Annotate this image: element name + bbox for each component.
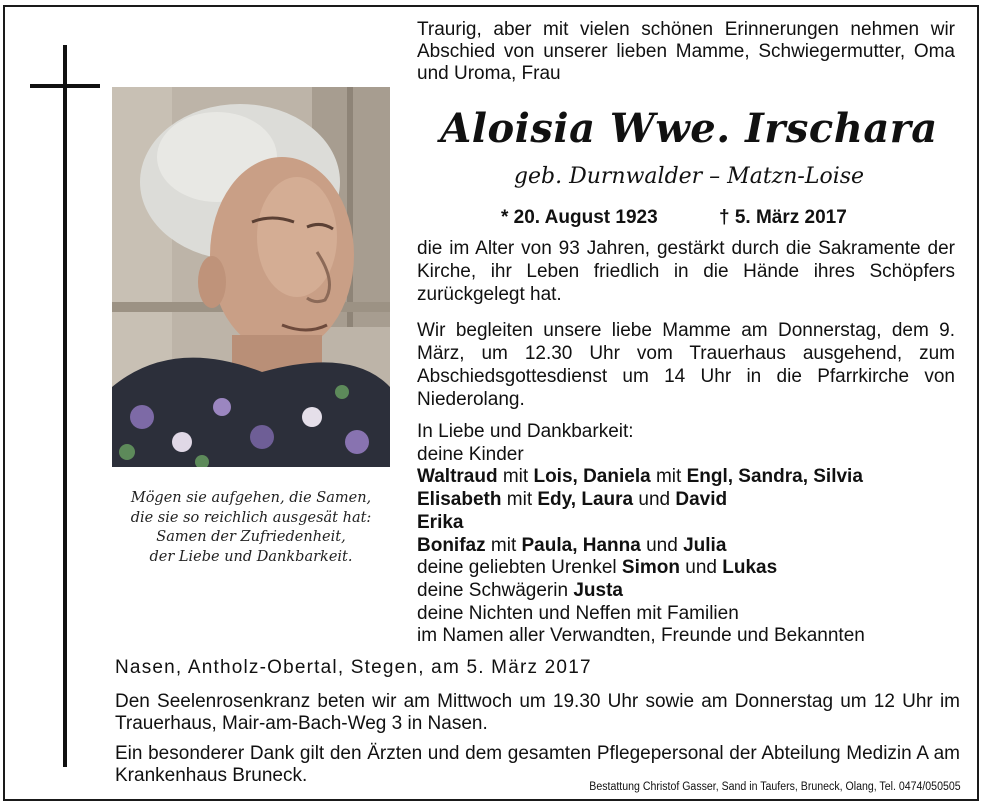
- death-date: † 5. März 2017: [719, 207, 847, 228]
- poem-line: die sie so reichlich ausgesät hat:: [130, 509, 372, 526]
- funeral-home: Bestattung Christof Gasser, Sand in Taufers, Bruneck, Olang, Tel. 0474/050505: [589, 781, 961, 793]
- cross-icon-bar: [30, 84, 100, 88]
- portrait-illustration: [112, 87, 390, 467]
- funeral-service-text: Wir begleiten unsere liebe Mamme am Donnerstag, dem 9. März, um 12.30 Uhr vom Trauerhaus ausgehend, zum Abschiedsgottesdienst um 14 Uhr in die Pfarrkirche von Niederolang.: [417, 320, 955, 410]
- deceased-name: Aloisia Wwe. Irschara: [440, 105, 938, 152]
- family-name: Paula, Hanna: [521, 534, 641, 556]
- connector: mit: [490, 534, 517, 556]
- connector: mit: [655, 466, 682, 488]
- poem-line: der Liebe und Dankbarkeit.: [149, 548, 353, 565]
- passing-text: die im Alter von 93 Jahren, gestärkt durch die Sakramente der Kirche, ihr Leben friedlich in die Hände ihres Schöpfers zurückgelegt hat.: [417, 238, 955, 305]
- family-line: Erika: [417, 511, 464, 533]
- family-line: [417, 489, 962, 512]
- birth-date: * 20. August 1923: [501, 207, 658, 228]
- connector: und: [685, 557, 717, 579]
- cross-icon: [63, 45, 67, 767]
- memorial-poem: [105, 489, 397, 567]
- portrait-photo: [112, 87, 390, 467]
- family-line: [417, 535, 962, 558]
- family-name: Engl, Sandra, Silvia: [686, 466, 863, 488]
- poem-line: Samen der Zufriedenheit,: [156, 529, 346, 545]
- family-name: Waltraud: [417, 466, 498, 488]
- family-name: Lukas: [722, 557, 778, 579]
- connector: und: [646, 534, 678, 556]
- family-line: deine Nichten und Neffen mit Familien: [417, 602, 739, 624]
- thanks-text: Ein besonderer Dank gilt den Ärzten und dem gesamten Pflegepersonal der Abteilung Medizin A am Krankenhaus Bruneck.: [115, 743, 960, 786]
- family-line: [417, 557, 962, 580]
- connector: mit: [502, 466, 529, 488]
- relation-label: deine Schwägerin: [417, 579, 569, 601]
- family-list: [417, 421, 962, 648]
- family-line: [417, 580, 962, 603]
- connector: mit: [506, 489, 533, 511]
- intro-text: Traurig, aber mit vielen schönen Erinnerungen nehmen wir Abschied von unserer lieben Mamme, Schwiegermutter, Oma und Uroma, Frau: [417, 19, 955, 84]
- connector: und: [638, 489, 671, 511]
- family-name: Julia: [683, 534, 727, 556]
- family-line: In Liebe und Dankbarkeit:: [417, 421, 634, 442]
- family-name: Elisabeth: [417, 489, 502, 511]
- family-line: [417, 466, 962, 489]
- family-name: Edy, Laura: [537, 489, 634, 511]
- family-name: Bonifaz: [417, 534, 486, 556]
- family-line: deine Kinder: [417, 443, 524, 465]
- family-name: David: [675, 489, 728, 511]
- place-date: Nasen, Antholz-Obertal, Stegen, am 5. März 2017: [115, 657, 592, 678]
- family-name: Lois, Daniela: [533, 466, 651, 488]
- birth-name: geb. Durnwalder – Matzn-Loise: [513, 164, 865, 189]
- family-name: Simon: [621, 557, 680, 579]
- family-line: im Namen aller Verwandten, Freunde und Bekannten: [417, 625, 865, 647]
- obituary-card: [3, 5, 979, 801]
- relation-label: deine geliebten Urenkel: [417, 557, 617, 579]
- family-name: Justa: [573, 579, 623, 601]
- poem-line: Mögen sie aufgehen, die Samen,: [130, 490, 372, 506]
- rosary-text: Den Seelenrosenkranz beten wir am Mittwoch um 19.30 Uhr sowie am Donnerstag um 12 Uhr im Trauerhaus, Mair-am-Bach-Weg 3 in Nasen.: [115, 691, 960, 734]
